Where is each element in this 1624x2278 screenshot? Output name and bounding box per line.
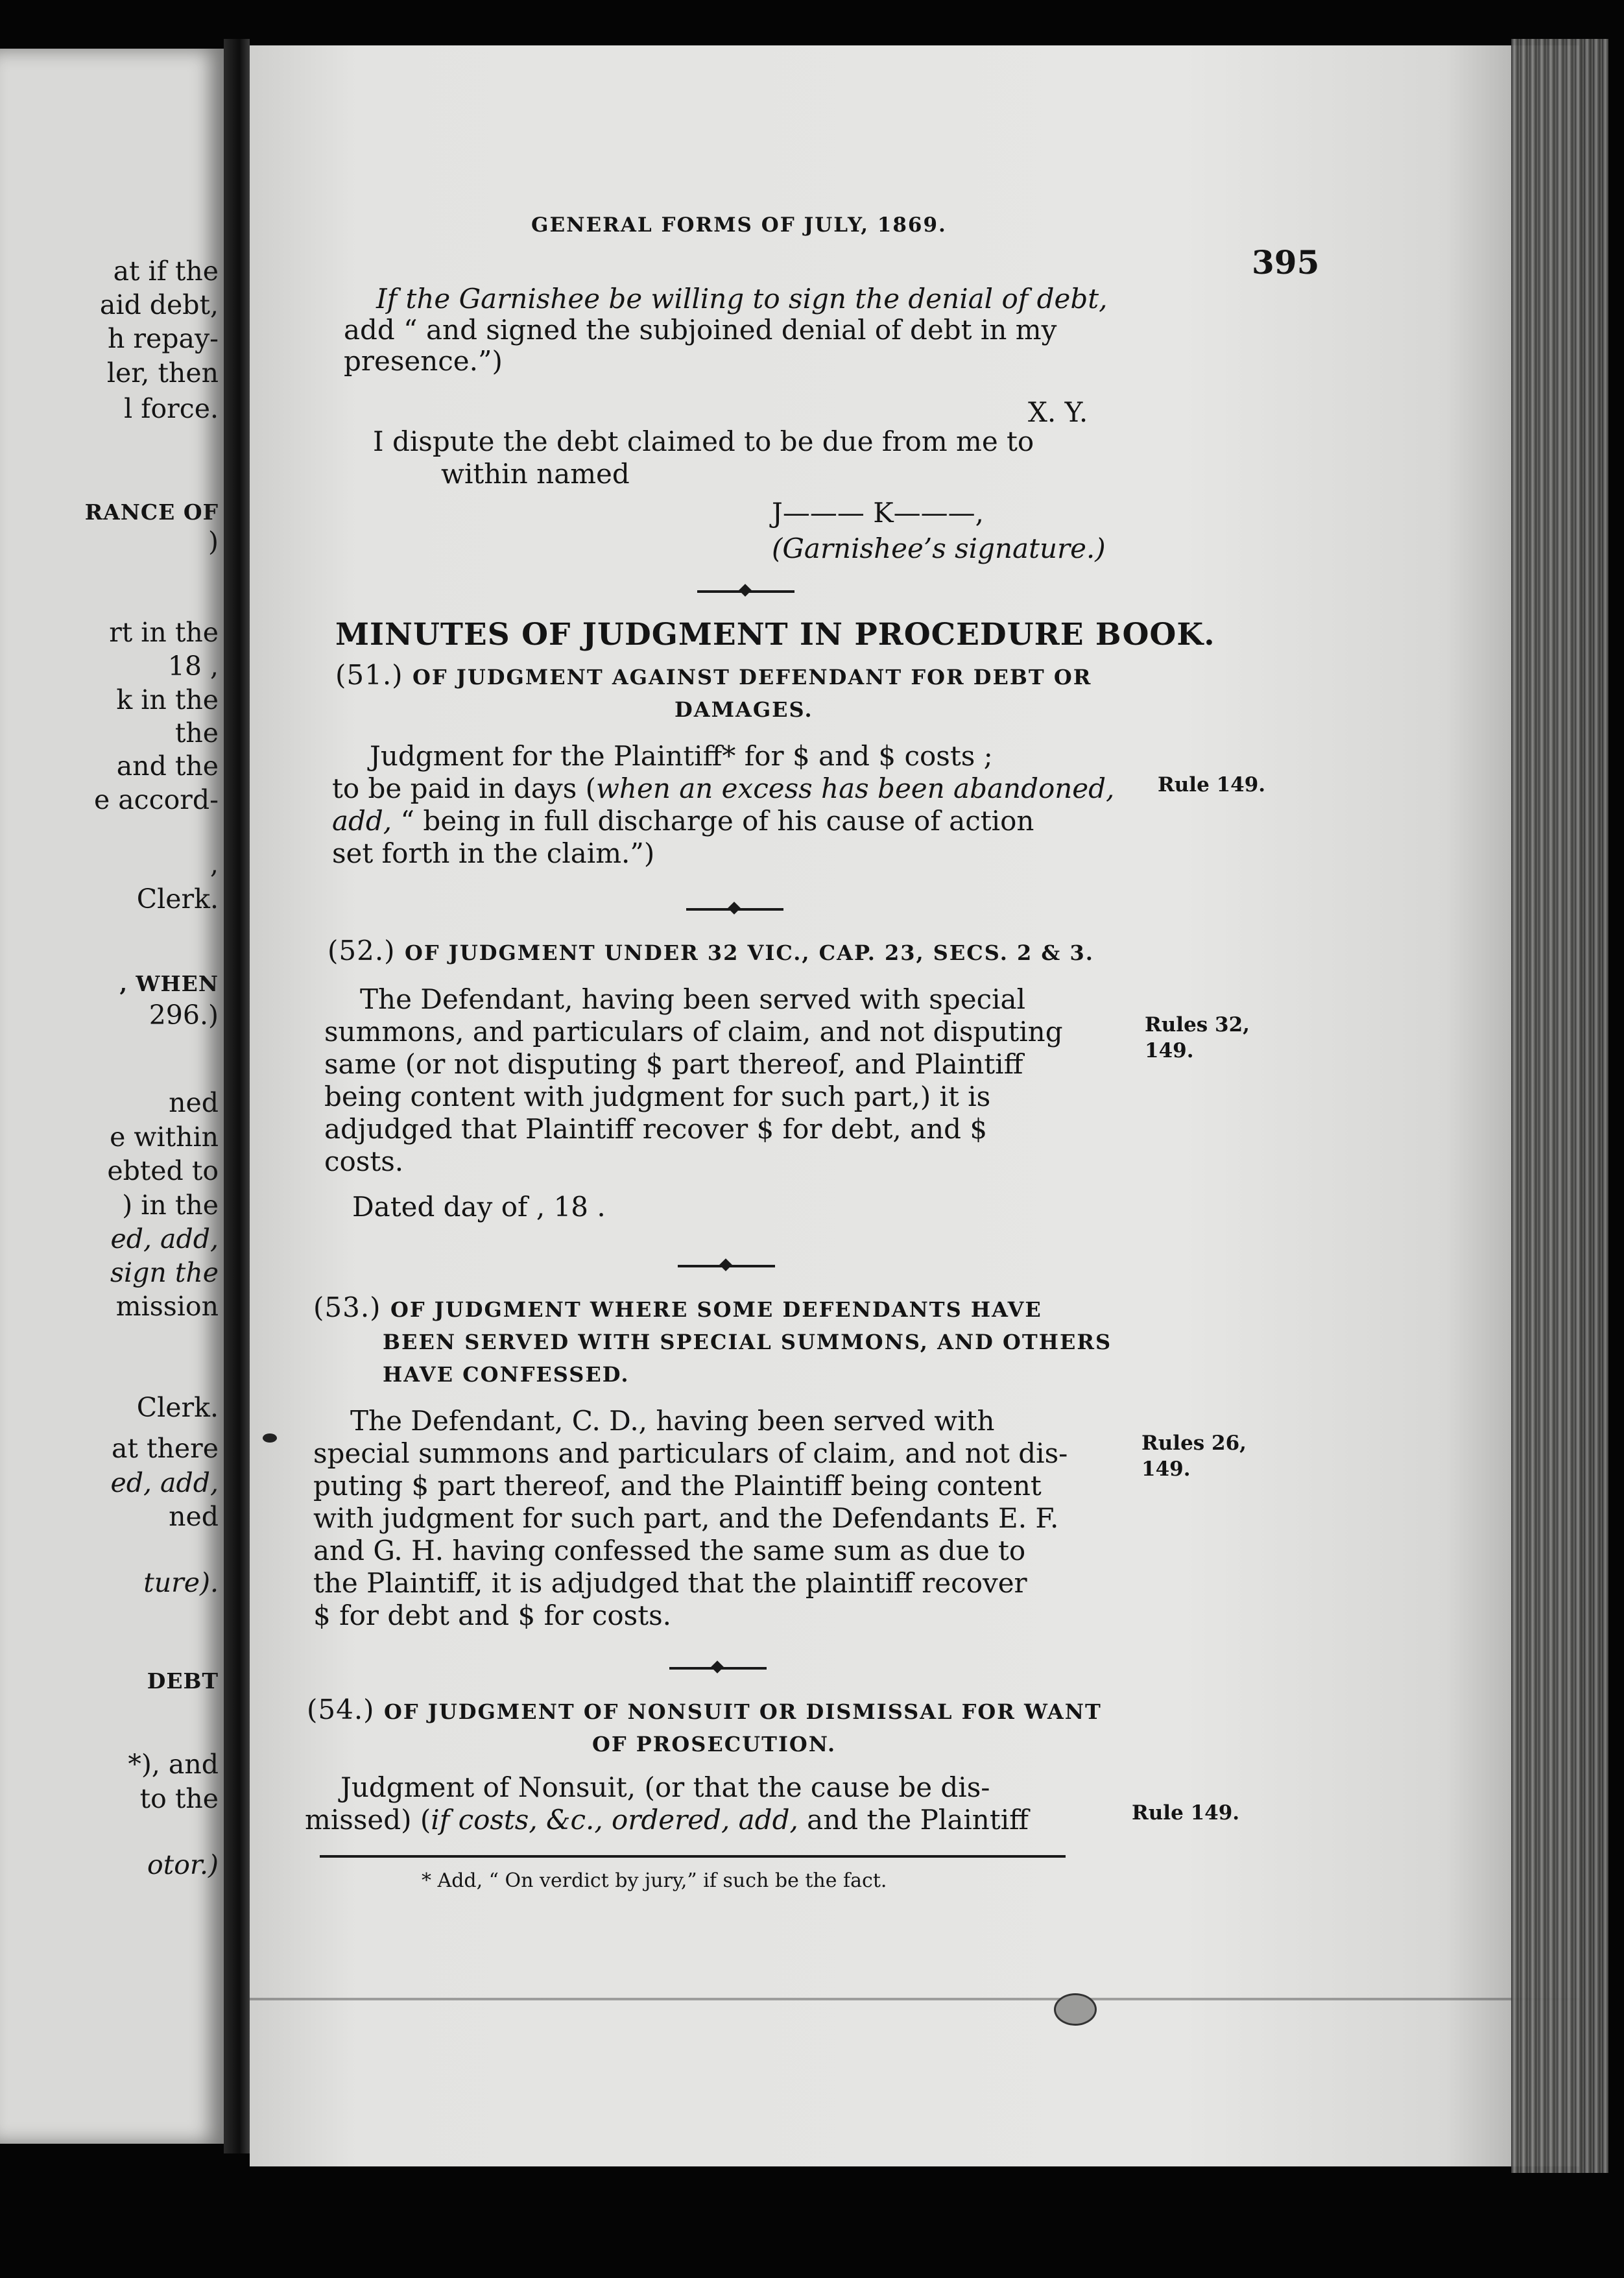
form-53-heading bbox=[313, 1291, 1042, 1323]
left-page-text-fragment: rt in the bbox=[109, 617, 219, 648]
form-51-line-3 bbox=[332, 805, 1034, 837]
dispute-line-1: I dispute the debt claimed to be due from me to bbox=[373, 426, 1034, 457]
right-page bbox=[250, 45, 1579, 2166]
left-page-text-fragment: 18 , bbox=[167, 651, 219, 682]
left-page-text-fragment: ebted to bbox=[107, 1155, 219, 1186]
signature-caption: (Garnishee’s signature.) bbox=[772, 533, 1106, 564]
form-54-heading-2 bbox=[592, 1729, 836, 1756]
left-page-text-fragment: RANCE OF bbox=[84, 499, 219, 525]
rule-reference: Rule 149. bbox=[1132, 1801, 1240, 1825]
left-page-text-fragment: ed, add, bbox=[110, 1467, 219, 1498]
left-page-fragment bbox=[0, 49, 224, 2144]
left-page-text-fragment: and the bbox=[116, 750, 219, 782]
text-run-italic: add, bbox=[332, 805, 392, 837]
left-page-text-fragment: sign the bbox=[110, 1257, 219, 1288]
signature-line: J——— K———, bbox=[772, 497, 984, 529]
form-51-heading bbox=[335, 659, 1092, 691]
form-53-line-2: special summons and particulars of claim, and not dis- bbox=[313, 1437, 1068, 1469]
text-run-italic: when an excess has been abandoned, bbox=[595, 773, 1115, 804]
form-52-line-4: being content with judgment for such part,) it is bbox=[324, 1081, 991, 1112]
form-52-heading bbox=[328, 937, 1094, 965]
form-53-line-5: and G. H. having confessed the same sum as due to bbox=[313, 1535, 1026, 1566]
form-number: (51.) bbox=[335, 659, 403, 691]
left-page-text-fragment: aid debt, bbox=[99, 289, 219, 320]
form-heading-text: OF JUDGMENT AGAINST DEFENDANT FOR DEBT OR bbox=[412, 665, 1092, 689]
page-number: 395 bbox=[1252, 243, 1320, 282]
section-ornament bbox=[686, 908, 783, 911]
form-number: (53.) bbox=[313, 1291, 381, 1323]
form-52-line-5: adjudged that Plaintiff recover $ for debt, and $ bbox=[324, 1113, 988, 1145]
section-ornament bbox=[678, 1265, 775, 1267]
rule-reference: Rules 26, bbox=[1141, 1432, 1247, 1455]
left-page-text-fragment: Clerk. bbox=[136, 1392, 219, 1423]
form-heading-text: OF JUDGMENT WHERE SOME DEFENDANTS HAVE bbox=[390, 1297, 1042, 1322]
form-53-line-1: The Defendant, C. D., having been served with bbox=[350, 1405, 995, 1437]
book-gutter bbox=[224, 39, 250, 2153]
left-page-text-fragment: *), and bbox=[128, 1749, 219, 1780]
section-title: MINUTES OF JUDGMENT IN PROCEDURE BOOK. bbox=[335, 617, 1215, 653]
form-53-line-3: puting $ part thereof, and the Plaintiff being content bbox=[313, 1470, 1042, 1502]
left-page-text-fragment: ture). bbox=[143, 1567, 219, 1598]
form-number: (52.) bbox=[328, 935, 396, 966]
form-51-line-4: set forth in the claim.”) bbox=[332, 837, 655, 869]
left-page-text-fragment: otor.) bbox=[147, 1849, 219, 1880]
page-edges bbox=[1511, 39, 1608, 2173]
form-number: (54.) bbox=[307, 1694, 375, 1725]
left-page-text-fragment: at there bbox=[112, 1433, 219, 1464]
left-page-text-fragment: at if the bbox=[113, 256, 219, 287]
left-page-text-fragment: ) bbox=[208, 526, 219, 557]
running-head: GENERAL FORMS OF JULY, 1869. bbox=[531, 213, 947, 237]
left-page-text-fragment: e accord- bbox=[93, 784, 219, 815]
section-ornament bbox=[697, 590, 794, 593]
section-ornament bbox=[669, 1667, 767, 1670]
garnishee-line-3: presence.”) bbox=[344, 345, 503, 377]
dispute-line-2: within named bbox=[441, 458, 630, 490]
form-51-line-2 bbox=[332, 775, 1114, 802]
left-page-text-fragment: , WHEN bbox=[119, 971, 219, 996]
left-page-text-fragment: e within bbox=[110, 1121, 219, 1153]
form-53-heading-2 bbox=[383, 1326, 1112, 1354]
form-heading-text: OF JUDGMENT UNDER 32 VIC., CAP. 23, SECS. 2 & 3. bbox=[404, 941, 1094, 965]
text-run: and the Plaintiff bbox=[798, 1804, 1029, 1836]
garnishee-line-2: add “ and signed the subjoined denial of debt in my bbox=[344, 314, 1057, 346]
text-run-italic: if costs, &c., ordered, add, bbox=[431, 1804, 798, 1836]
form-54-line-2 bbox=[305, 1806, 1029, 1834]
garnishee-line-1: If the Garnishee be willing to sign the denial of debt, bbox=[376, 283, 1108, 315]
left-page-text-fragment: mission bbox=[115, 1291, 219, 1322]
form-53-heading-3 bbox=[383, 1359, 629, 1386]
left-page-text-fragment: ned bbox=[169, 1087, 219, 1118]
text-run: missed) ( bbox=[305, 1804, 431, 1836]
form-51-heading-2 bbox=[675, 694, 813, 721]
form-52-dated-line: Dated day of , 18 . bbox=[352, 1191, 606, 1223]
form-heading-text: HAVE CONFESSED. bbox=[383, 1362, 630, 1387]
initials: X. Y. bbox=[1028, 396, 1088, 428]
left-page-text-fragment: ed, add, bbox=[110, 1223, 219, 1254]
left-page-text-fragment: ned bbox=[169, 1501, 219, 1532]
form-52-line-3: same (or not disputing $ part thereof, and Plaintiff bbox=[324, 1048, 1023, 1080]
form-heading-text: DAMAGES. bbox=[675, 697, 813, 722]
form-heading-text: OF PROSECUTION. bbox=[592, 1732, 837, 1756]
left-page-text-fragment: 296.) bbox=[149, 1000, 219, 1031]
left-page-text-fragment: , bbox=[209, 848, 219, 880]
page-fold-line bbox=[250, 1998, 1579, 2000]
rule-reference: Rules 32, bbox=[1145, 1013, 1250, 1037]
form-53-line-4: with judgment for such part, and the Defendants E. F. bbox=[313, 1502, 1059, 1534]
left-page-text-fragment: k in the bbox=[116, 684, 219, 715]
left-page-text-fragment: l force. bbox=[124, 393, 219, 424]
footnote: * Add, “ On verdict by jury,” if such be the fact. bbox=[422, 1869, 887, 1892]
rule-reference: Rule 149. bbox=[1158, 773, 1266, 797]
footnote-rule bbox=[320, 1855, 1066, 1858]
left-page-text-fragment: Clerk. bbox=[136, 883, 219, 915]
rule-reference: 149. bbox=[1145, 1039, 1194, 1062]
left-page-text-fragment: the bbox=[174, 717, 219, 749]
form-heading-text: BEEN SERVED WITH SPECIAL SUMMONS, AND OTHERS bbox=[383, 1330, 1112, 1354]
left-page-text-fragment: h repay- bbox=[107, 323, 219, 354]
left-page-text-fragment: to the bbox=[139, 1783, 219, 1814]
text-run: “ being in full discharge of his cause of action bbox=[392, 805, 1034, 837]
rule-reference: 149. bbox=[1141, 1457, 1191, 1481]
form-53-line-7: $ for debt and $ for costs. bbox=[313, 1600, 671, 1631]
paper-stain bbox=[1054, 1993, 1097, 2026]
form-51-line-1: Judgment for the Plaintiff* for $ and $ costs ; bbox=[370, 740, 993, 772]
ink-speck bbox=[263, 1433, 277, 1443]
form-54-line-1: Judgment of Nonsuit, (or that the cause be dis- bbox=[340, 1771, 990, 1803]
form-52-line-1: The Defendant, having been served with special bbox=[360, 983, 1026, 1015]
form-52-line-2: summons, and particulars of claim, and not disputing bbox=[324, 1016, 1063, 1048]
form-54-heading bbox=[307, 1696, 1102, 1723]
form-53-line-6: the Plaintiff, it is adjudged that the plaintiff recover bbox=[313, 1567, 1027, 1599]
form-heading-text: OF JUDGMENT OF NONSUIT OR DISMISSAL FOR WANT bbox=[383, 1699, 1102, 1724]
left-page-text-fragment: DEBT bbox=[147, 1668, 219, 1694]
left-page-text-fragment: ) in the bbox=[122, 1190, 219, 1221]
left-page-text-fragment: ler, then bbox=[106, 357, 219, 389]
form-52-line-6: costs. bbox=[324, 1145, 404, 1177]
text-run: to be paid in days ( bbox=[332, 773, 596, 804]
